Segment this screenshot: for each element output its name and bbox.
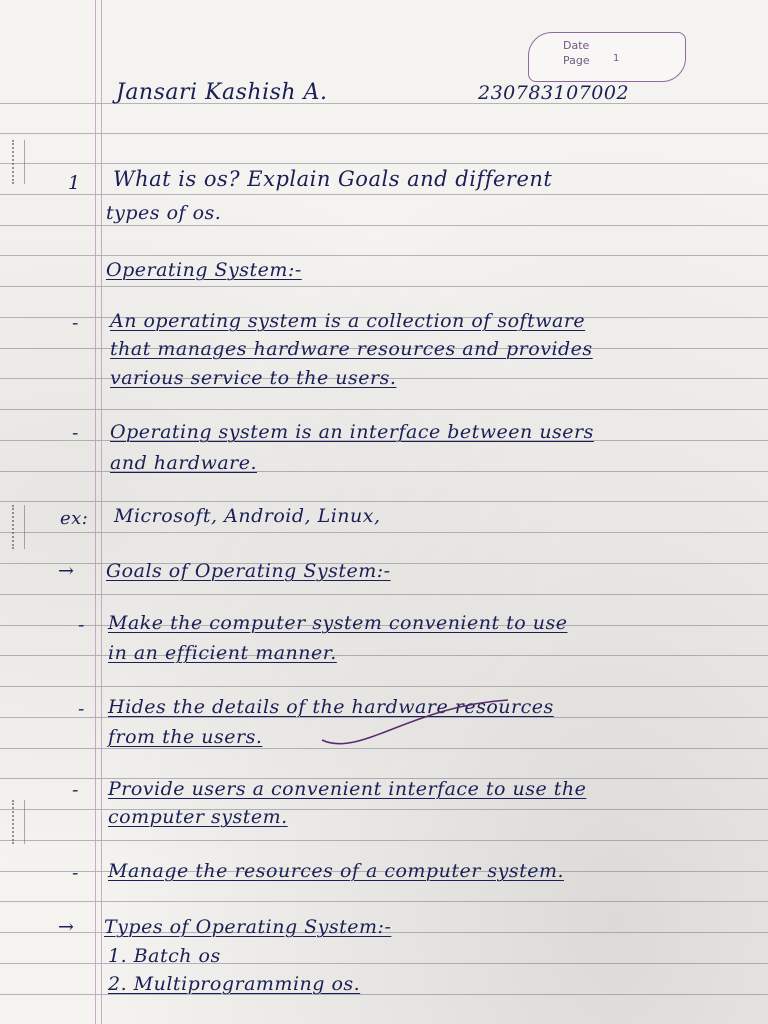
student-name: Jansari Kashish A. (116, 80, 328, 105)
date-label: Date (563, 39, 590, 52)
bullet-dash: - (72, 862, 79, 884)
question-line-1: What is os? Explain Goals and different (113, 167, 553, 191)
example-label: ex: (60, 508, 89, 529)
definition-1-line-3: various service to the users. (110, 367, 397, 389)
type-item-1: 1. Batch os (108, 945, 221, 967)
ruled-line (0, 901, 768, 902)
question-number: 1 (68, 172, 81, 194)
roll-number: 230783107002 (478, 82, 630, 104)
definition-1-line-1: An operating system is a collection of software (110, 310, 586, 332)
arrow-icon: → (58, 916, 75, 938)
example-text: Microsoft, Android, Linux, (114, 505, 381, 527)
goal-4-line-1: Manage the resources of a computer system. (108, 860, 565, 882)
os-heading: Operating System:- (106, 259, 302, 281)
ruled-line (0, 840, 768, 841)
ruled-line (0, 686, 768, 687)
ruled-line (0, 163, 768, 164)
definition-2-line-1: Operating system is an interface between users (110, 421, 594, 443)
goal-1-line-1: Make the computer system convenient to use (108, 612, 568, 634)
binder-marks (12, 800, 25, 844)
bullet-dash: - (78, 614, 85, 636)
ruled-line (0, 255, 768, 256)
ruled-line (0, 409, 768, 410)
ruled-line (0, 501, 768, 502)
goal-3-line-2: computer system. (108, 806, 288, 828)
pen-stroke-icon (320, 696, 510, 750)
bullet-dash: - (78, 698, 85, 720)
definition-2-line-2: and hardware. (110, 452, 258, 474)
arrow-icon: → (58, 560, 75, 582)
goal-1-line-2: in an efficient manner. (108, 642, 337, 664)
binder-marks (12, 505, 25, 549)
date-page-stamp (528, 32, 686, 82)
ruled-line (0, 225, 768, 226)
goal-2-line-1: Hides the details of the hardware resources (108, 696, 554, 718)
question-line-2: types of os. (106, 202, 222, 224)
bullet-dash: - (72, 779, 79, 801)
binder-marks (12, 140, 25, 184)
bullet-dash: - (72, 312, 79, 334)
page-label: Page (563, 54, 590, 67)
goal-2-line-2: from the users. (108, 726, 263, 748)
ruled-line (0, 286, 768, 287)
definition-1-line-2: that manages hardware resources and provides (110, 338, 593, 360)
ruled-line (0, 594, 768, 595)
goal-3-line-1: Provide users a convenient interface to use the (108, 778, 587, 800)
margin-line (95, 0, 96, 1024)
ruled-line (0, 194, 768, 195)
types-heading: Types of Operating System:- (104, 916, 392, 938)
goals-heading: Goals of Operating System:- (106, 560, 391, 582)
page-number: 1 (613, 53, 620, 64)
margin-line (101, 0, 102, 1024)
ruled-line (0, 133, 768, 134)
type-item-2: 2. Multiprogramming os. (108, 973, 361, 995)
bullet-dash: - (72, 422, 79, 444)
ruled-line (0, 532, 768, 533)
